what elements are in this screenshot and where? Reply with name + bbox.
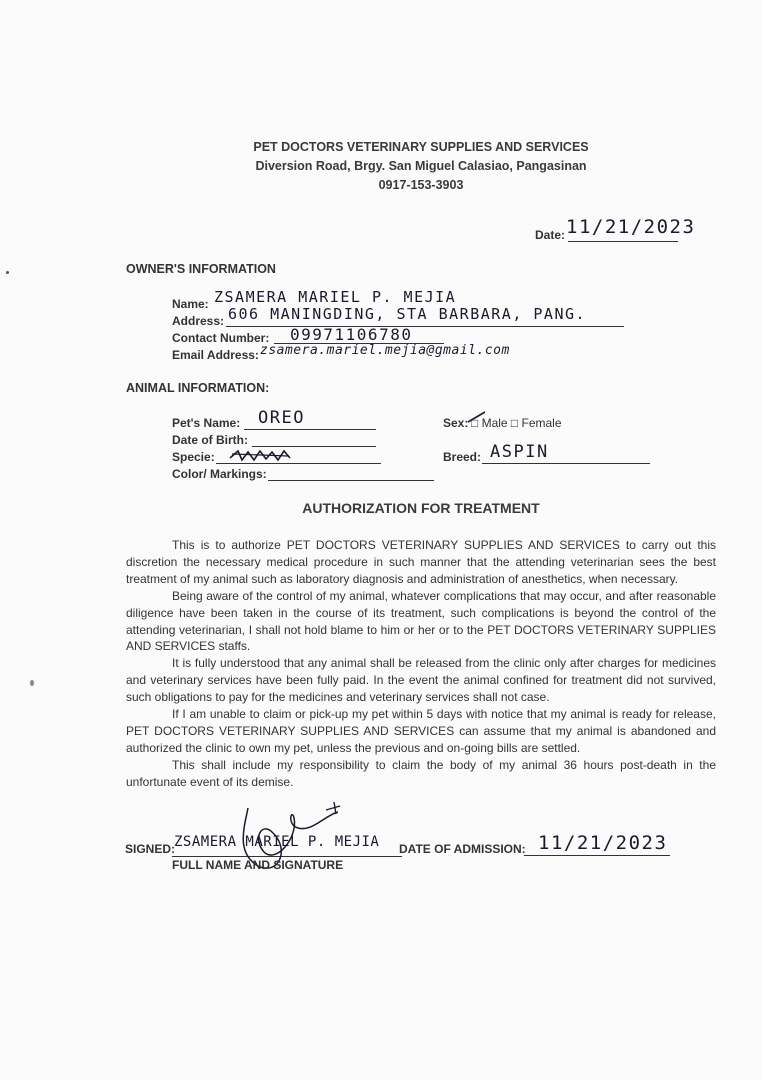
name-value: ZSAMERA MARIEL P. MEJIA [214,288,457,306]
date-line [568,241,678,242]
address-value: 606 MANINGDING, STA BARBARA, PANG. [228,305,587,323]
color-label: Color/ Markings: [172,467,267,481]
email-label: Email Address: [172,348,259,362]
scan-speck [30,680,34,686]
signed-label: SIGNED: [125,842,176,856]
paragraph: It is fully understood that any animal shall be released from the clinic only after charges for medicines and veterinary services have been fully paid. In the event the animal confined for treatment did not survived, such obligations to pay for the medicines and veterinary services shall not case. [126,656,716,705]
date-value: 11/21/2023 [566,216,696,238]
animal-section-title: ANIMAL INFORMATION: [126,381,270,395]
pet-name-value: OREO [258,408,305,428]
admission-line [524,855,670,856]
full-name-signature-label: FULL NAME AND SIGNATURE [172,858,344,872]
email-value: zsamera.mariel.mejia@gmail.com [260,343,510,358]
color-line [268,480,434,481]
paragraph: If I am unable to claim or pick-up my pet within 5 days with notice that my animal is ready for release, PET DOCTORS VETERINARY SUPPLIES AND SERVICES can assume that my animal is abandoned and authorized the clinic to own my pet, unless the previous and on-going bills are settled. [126,707,716,755]
authorization-text [126,537,716,791]
contact-value: 09971106780 [290,325,413,344]
breed-label: Breed: [443,450,482,464]
pet-name-label: Pet's Name: [172,416,241,430]
clinic-header [0,138,762,195]
admission-value: 11/21/2023 [538,832,668,854]
admission-label: DATE OF ADMISSION: [399,842,526,856]
sex-label: Sex: [443,416,469,430]
address-label: Address: [172,314,225,328]
address-line [226,326,624,327]
male-check-mark [466,410,488,428]
breed-line [482,463,650,464]
clinic-address: Diversion Road, Brgy. San Miguel Calasiao, Pangasinan [255,159,587,173]
clinic-name: PET DOCTORS VETERINARY SUPPLIES AND SERVICES [253,140,589,154]
name-label: Name: [172,297,209,311]
contact-label: Contact Number: [172,331,270,345]
owner-section-title: OWNER'S INFORMATION [126,262,276,276]
breed-value: ASPIN [490,442,549,462]
pet-name-line [244,429,376,430]
authorization-title: AUTHORIZATION FOR TREATMENT [302,500,540,516]
signed-value: ZSAMERA MARIEL P. MEJIA [174,834,380,850]
specie-label: Specie: [172,450,215,464]
paragraph: This shall include my responsibility to claim the body of my animal 36 hours post-death in the unfortunate event of its demise. [126,757,716,789]
specie-scribble [228,448,294,464]
paragraph: This is to authorize PET DOCTORS VETERINARY SUPPLIES AND SERVICES to carry out this discretion the necessary medical procedure in such manner that the attending veterinarian sees the best treatment of my animal such as laboratory diagnosis and administration of anesthetics, when necessary. [126,538,716,586]
dob-line [252,446,376,447]
scan-speck [6,271,9,274]
dob-label: Date of Birth: [172,433,248,447]
paragraph: Being aware of the control of my animal, whatever complications that may occur, and after reasonable diligence have been taken in the course of its treatment, such complications is beyond the control of the attending veterinarian, I shall not hold blame to him or her or to the PET DOCTORS VETERINARY SUPPLIES AND SERVICES staffs. [126,588,716,654]
date-label: Date: [535,228,566,242]
clinic-phone: 0917-153-3903 [378,178,464,192]
sex-options: □ Male □ Female [471,416,562,430]
